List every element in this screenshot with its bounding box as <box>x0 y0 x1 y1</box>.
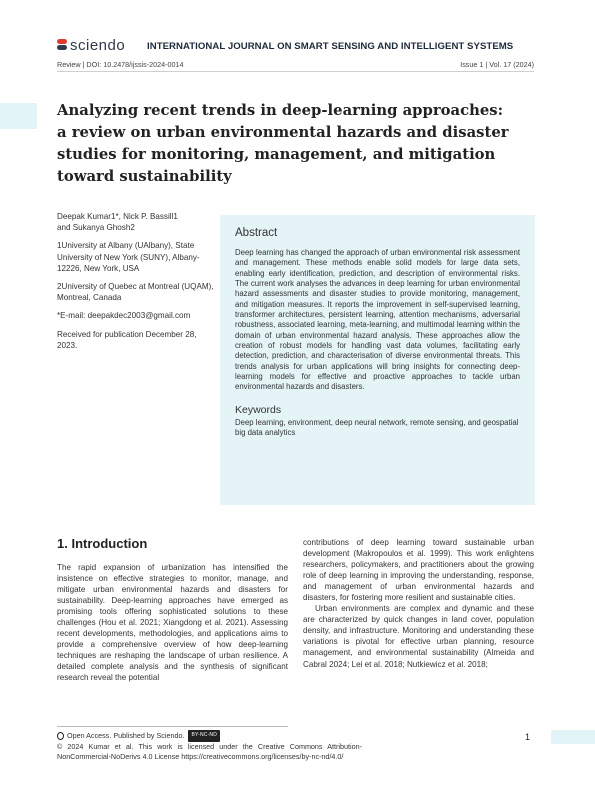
author-names-line: Deepak Kumar1*, Nick P. Bassill1 <box>57 212 178 221</box>
abstract-heading: Abstract <box>235 227 278 239</box>
article-title <box>57 100 527 188</box>
abstract-text: Deep learning has changed the approach of urban environmental risk assessment and management. These methods enable solid models for large data sets, enabling early identification, prediction, and description of environmental risks. The current work analyses the advances in deep learning for urban environmental hazard assessments and disaster studies to provide monitoring, management, and mitigation measures. It reports the improvement in self-supervised learning, transformer architectures, persistent learning, attention mechanisms, adversarial robustness, associated learning, meta-learning, and multimodal learning within the domain of urban environmental hazard analysis. These approaches allow the creation of robust models for handling vast data volumes, facilitating early detection, prediction, and characterisation of diverse environmental threats. This trends analysis for urban applications will bring insights for connecting deep-learning models for effective and proactive approaches to tackle urban environmental hazards and disasters. <box>235 248 520 392</box>
footer-divider <box>57 726 288 727</box>
intro-left-column <box>57 562 288 684</box>
intro-paragraph: contributions of deep learning toward sustainable urban development (Makropoulos et al. 1999). This work enlightens researchers, policymakers, and practitioners about the growing role of deep learning in improving the understanding, response, and management of urban environmental hazards and disasters, for fostering more resilient and sustainable cities. <box>303 538 534 603</box>
side-accent-tab <box>0 103 37 129</box>
abstract-box <box>220 215 535 505</box>
open-access-text: Open Access. Published by Sciendo. <box>67 731 185 740</box>
keywords-text: Deep learning, environment, deep neural network, remote sensing, and geospatial big data analytics <box>235 417 519 438</box>
title-line: Analyzing recent trends in deep-learning approaches: <box>57 102 504 119</box>
header-divider <box>57 71 534 72</box>
cc-license-badge-icon[interactable]: BY-NC-ND <box>188 730 220 742</box>
affiliation-2: 2University of Quebec at Montreal (UQAM), Montreal, Canada <box>57 282 214 303</box>
sciendo-logo[interactable] <box>57 37 125 54</box>
title-line: a review on urban environmental hazards and disaster <box>57 124 509 141</box>
issue-volume-line: Issue 1 | Vol. 17 (2024) <box>460 60 534 69</box>
article-doi-line: Review | DOI: 10.2478/ijssis-2024-0014 <box>57 60 184 69</box>
intro-right-column <box>303 537 534 670</box>
author-names <box>57 211 217 233</box>
author-info <box>57 211 217 358</box>
sciendo-logo-icon <box>57 39 67 53</box>
affiliation-1: 1University at Albany (UAlbany), State University of New York (SUNY), Albany-12226, New York, USA <box>57 241 200 273</box>
license-text[interactable]: © 2024 Kumar et al. This work is licensed under the Creative Commons Attribution-NonCommercial-NoDerivs 4.0 License https://creativecommons.org/licenses/by-nc-nd/4.0/ <box>57 741 362 761</box>
logo-text: sciendo <box>70 37 126 54</box>
author-names-line: and Sukanya Ghosh2 <box>57 223 135 233</box>
open-access-line <box>57 730 362 742</box>
intro-paragraph: The rapid expansion of urbanization has intensified the insistence on effective strategies to monitor, manage, and mitigate urban environmental hazards and disasters for sustainability. Deep-learning approaches have emerged as promising tools offering sophisticated solutions to these challenges (Hou et al. 2021; Xiangdong et al. 2021). Assessing recent developments, methodologies, and applications aims to provide a comprehensive overview of how deep-learning techniques are reshaping the landscape of urban resilience. A detailed complete analysis and the synthesis of significant research reveal the potential <box>57 563 288 683</box>
corresponding-email[interactable]: *E-mail: deepakdec2003@gmail.com <box>57 311 191 321</box>
title-line: studies for monitoring, management, and mitigation <box>57 146 496 163</box>
page-number: 1 <box>525 732 531 742</box>
title-line: toward sustainability <box>57 168 232 185</box>
keywords-heading: Keywords <box>235 403 282 416</box>
open-access-lock-icon <box>57 732 64 740</box>
introduction-heading: 1. Introduction <box>57 536 148 551</box>
journal-title: INTERNATIONAL JOURNAL ON SMART SENSING AND INTELLIGENT SYSTEMS <box>147 41 514 52</box>
intro-paragraph: Urban environments are complex and dynamic and these are characterized by quick changes in land cover, population density, and infrastructure. Monitoring and understanding these variations is pivotal for effective urban planning, resource management, and environmental sustainability (Almeida and Cabral 2024; Lei et al. 2018; Nutkiewicz et al. 2018; <box>303 604 534 669</box>
page-number-accent-tab <box>551 730 595 744</box>
received-date: Received for publication December 28, 2023. <box>57 329 197 350</box>
license-footer <box>57 730 362 762</box>
